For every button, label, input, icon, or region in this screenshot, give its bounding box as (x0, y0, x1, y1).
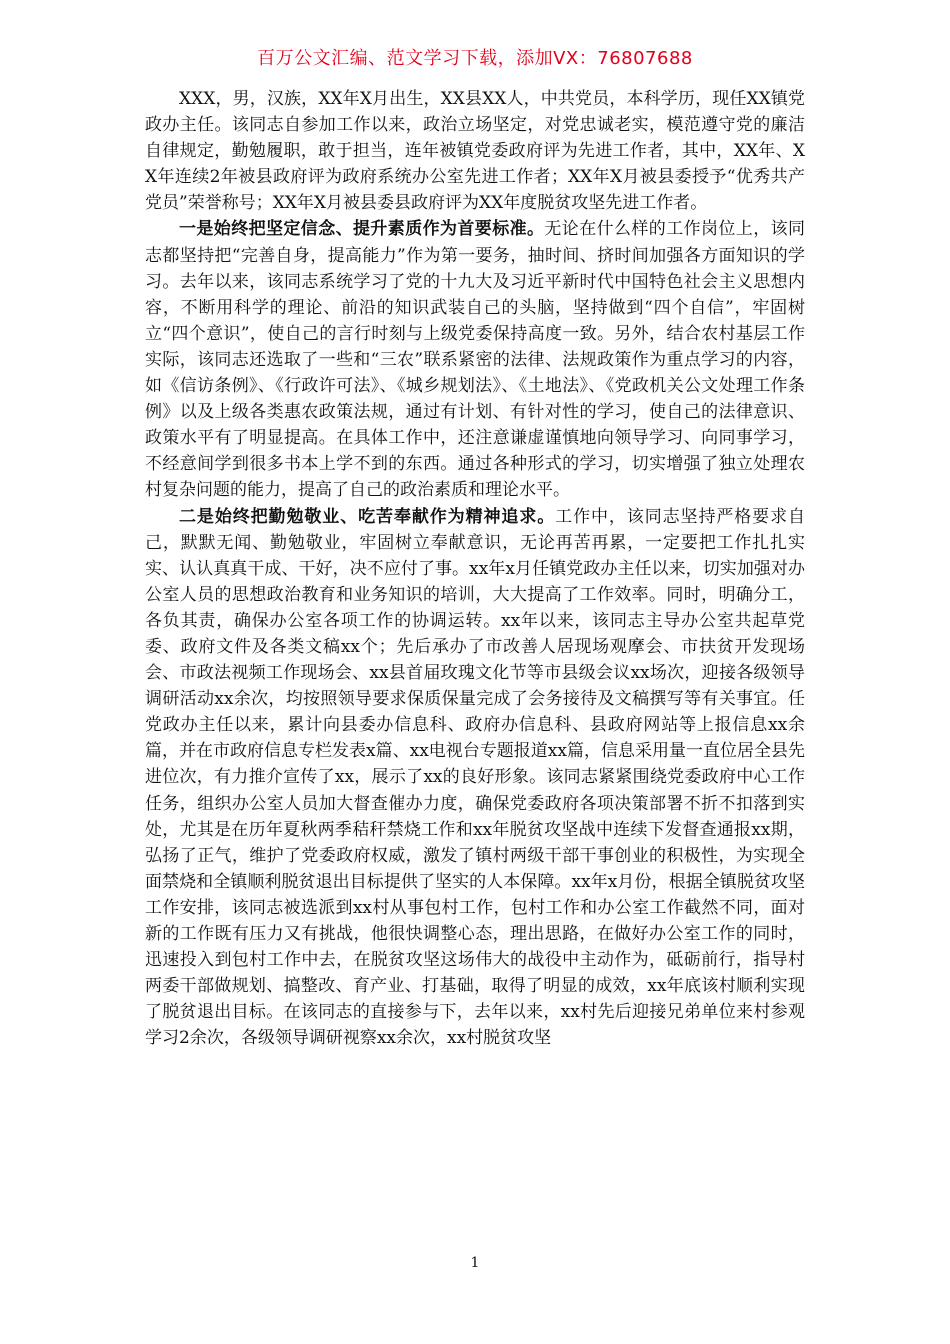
section-1-paragraph (145, 216, 805, 503)
section-2-paragraph (145, 504, 805, 1052)
document-body (145, 86, 805, 1051)
section-2-heading: 二是始终把勤勉敬业、吃苦奉献作为精神追求。 (179, 506, 556, 527)
intro-paragraph: XXX，男，汉族，XX年X月出生，XX县XX人，中共党员，本科学历，现任XX镇党政办主任。该同志自参加工作以来，政治立场坚定，对党忠诚老实，模范遵守党的廉洁自律规定，勤勉履职，敢于担当，连年被镇党委政府评为先进工作者，其中，XX年、XX年连续2年被县政府评为政府系统办公室先进工作者；XX年X月被县委授予“优秀共产党员”荣誉称号；XX年X月被县委县政府评为XX年度脱贫攻坚先进工作者。 (145, 89, 805, 214)
page-number: 1 (470, 1255, 480, 1271)
section-2-body: 工作中，该同志坚持严格要求自己，默默无闻、勤勉敬业，牢固树立奉献意识，无论再苦再累，一定要把工作扎扎实实、认认真真干成、干好，决不应付了事。xx年x月任镇党政办主任以来，切实加强对办公室人员的思想政治教育和业务知识的培训，大大提高了工作效率。同时，明确分工，各负其责，确保办公室各项工作的协调运转。xx年以来，该同志主导办公室共起草党委、政府文件及各类文稿xx个；先后承办了市改善人居现场观摩会、市扶贫开发现场会、市政法视频工作现场会、xx县首届玫瑰文化节等市县级会议xx场次，迎接各级领导调研活动xx余次，均按照领导要求保质保量完成了会务接待及文稿撰写等有关事宜。任党政办主任以来，累计向县委办信息科、政府办信息科、县政府网站等上报信息xx余篇，并在市政府信息专栏发表x篇、xx电视台专题报道xx篇，信息采用量一直位居全县先进位次，有力推介宣传了xx，展示了xx的良好形象。该同志紧紧围绕党委政府中心工作任务，组织办公室人员加大督查催办力度，确保党委政府各项决策部署不折不扣落到实处，尤其是在历年夏秋两季秸秆禁烧工作和xx年脱贫攻坚战中连续下发督查通报xx期，弘扬了正气，维护了党委政府权威，激发了镇村两级干部干事创业的积极性，为实现全面禁烧和全镇顺利脱贫退出目标提供了坚实的人本保障。xx年x月份，根据全镇脱贫攻坚工作安排，该同志被选派到xx村从事包村工作，包村工作和办公室工作截然不同，面对新的工作既有压力又有挑战，他很快调整心态，理出思路，在做好办公室工作的同时，迅速投入到包村工作中去，在脱贫攻坚这场伟大的战役中主动作为，砥砺前行，指导村两委干部做规划、搞整改、育产业、打基础，取得了明显的成效，xx年底该村顺利实现了脱贫退出目标。在该同志的直接参与下，去年以来，xx村先后迎接兄弟单位来村参观学习2余次，各级领导调研视察xx余次，xx村脱贫攻坚 (145, 506, 806, 1049)
watermark-banner: 百万公文汇编、范文学习下载，添加VX：76807688 (257, 48, 693, 69)
section-1-heading: 一是始终把坚定信念、提升素质作为首要标准。 (179, 219, 545, 240)
section-1-body: 无论在什么样的工作岗位上，该同志都坚持把“完善自身，提高能力”作为第一要务，抽时间、挤时间加强各方面知识的学习。去年以来，该同志系统学习了党的十九大及习近平新时代中国特色社会主义思想内容，不断用科学的理论、前沿的知识武装自己的头脑，坚持做到“四个自信”，牢固树立“四个意识”，使自己的言行时刻与上级党委保持高度一致。另外，结合农村基层工作实际，该同志还选取了一些和“三农”联系紧密的法律、法规政策作为重点学习的内容，如《信访条例》、《行政许可法》、《城乡规划法》、《土地法》、《党政机关公文处理工作条例》以及上级各类惠农政策法规，通过有计划、有针对性的学习，使自己的法律意识、政策水平有了明显提高。在具体工作中，还注意谦虚谨慎地向领导学习、向同事学习，不经意间学到很多书本上学不到的东西。通过各种形式的学习，切实增强了独立处理农村复杂问题的能力，提高了自己的政治素质和理论水平。 (145, 219, 806, 501)
